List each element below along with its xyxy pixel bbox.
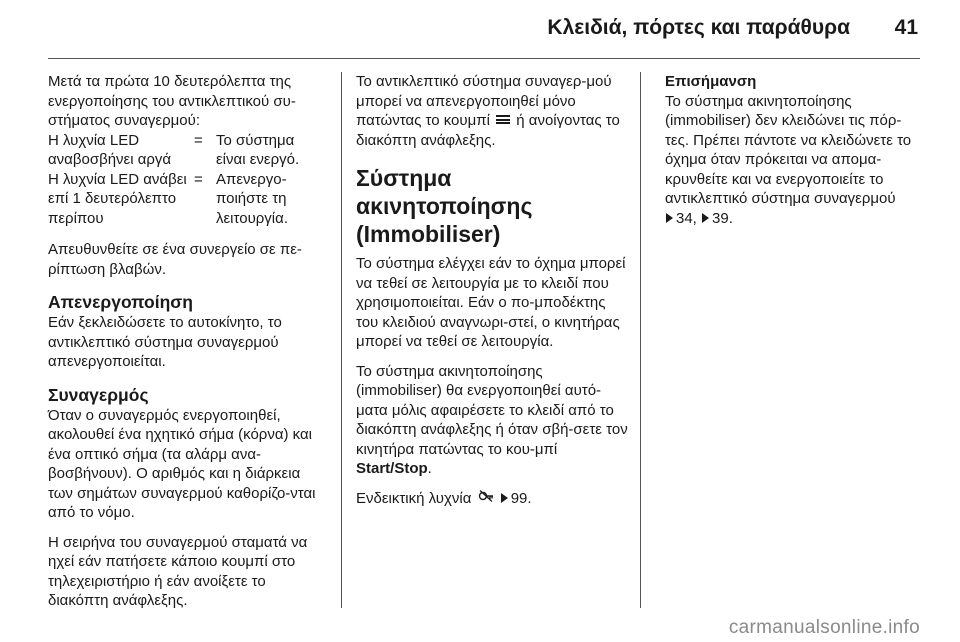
alarm-deactivation-paragraph (356, 72, 628, 150)
column-divider (640, 72, 641, 608)
reference-arrow-icon (702, 213, 709, 223)
immobiliser-paragraph-1: Το σύστημα ελέγχει εάν το όχημα μπορεί να τεθεί σε λειτουργία με το κλειδί που χρησιμοποιείται. Εάν ο πο-μποδέκτης του κλειδιού αναγνωρι-στεί, ο κινητήρας μπορεί να τεθεί σε λειτουργία. (356, 255, 626, 350)
led-meaning: Απενεργο-ποιήστε τη λειτουργία. (216, 170, 288, 227)
workshop-paragraph: Απευθυνθείτε σε ένα συνεργείο σε πε-ρίπτωση βλαβών. (48, 241, 302, 278)
led-row (48, 170, 328, 229)
alarm-paragraph: Όταν ο συναγερμός ενεργοποιηθεί, ακολουθεί ένα ηχητικό σήμα (κόρνα) και ένα οπτικό σήμα (τα αλάρμ ανα-βοσβήνουν). Ο αριθμός και η διάρκεια των σημάτων συναγερμού καθορίζο-νται από το νόμο. (48, 406, 316, 521)
deactivation-heading: Απενεργοποίηση (48, 292, 193, 312)
deactivation-paragraph: Εάν ξεκλειδώσετε το αυτοκίνητο, το αντικλεπτικό σύστημα συναγερμού απενεργοποιείται. (48, 314, 282, 370)
indicator-paragraph (356, 489, 628, 509)
page-reference-link[interactable]: 99. (510, 489, 532, 507)
watermark: carmanualsonline.info (728, 617, 920, 638)
page-reference-link[interactable]: 39. (712, 209, 733, 227)
text-segment: . (427, 460, 432, 477)
intro-paragraph: Μετά τα πρώτα 10 δευτερόλεπτα της ενεργοποίησης του αντικλεπτικού συ-στήματος συναγερμού: (48, 73, 296, 129)
equals-sign: = (194, 170, 203, 188)
led-row (48, 131, 328, 170)
lock-button-icon (496, 115, 510, 124)
text-segment: Το σύστημα ακινητοποίησης (immobiliser) θα ενεργοποιηθεί αυτό-ματα μόλις αφαιρέσετε το κλειδί από το διακόπτη ανάφλεξης ή όταν σβή-σετε τον κινητήρα πατώντας το κου-μπί (356, 362, 628, 458)
siren-paragraph: Η σειρήνα του συναγερμού σταματά να ηχεί εάν πατήσετε κάποιο κουμπί στο τηλεχειριστήριο ή εάν ανοίξετε το διακόπτη ανάφλεξης. (48, 533, 308, 609)
text-segment: Το σύστημα ακινητοποίησης (immobiliser) δεν κλειδώνει τις πόρ-τες. Πρέπει πάντοτε να κλειδώνετε το όχημα όταν πρόκειται να απομα-κρυνθείτε και να ενεργοποιείτε το αντικλεπτικό σύστημα συναγερμού (665, 92, 912, 207)
page-reference-link[interactable]: 34, (676, 209, 697, 227)
immobiliser-lamp-icon (478, 489, 494, 509)
text-segment: ή ανοίγοντας το διακόπτη ανάφλεξης. (356, 112, 620, 149)
immobiliser-heading: Σύστημα ακινητοποίησης (Immobiliser) (356, 165, 533, 247)
led-meaning: Το σύστημα είναι ενεργό. (216, 131, 300, 168)
column-divider (341, 72, 342, 608)
column-right (665, 72, 923, 238)
text-segment: Ενδεικτική λυχνία (356, 489, 472, 507)
notice-paragraph (665, 92, 923, 229)
reference-arrow-icon (666, 213, 673, 223)
led-status-table (48, 131, 328, 229)
page-number: 41 (894, 16, 918, 39)
column-left (48, 72, 328, 621)
led-condition: Η λυχνία LED ανάβει επί 1 δευτερόλεπτο περίπου (48, 170, 187, 227)
page-header (0, 0, 960, 60)
text-segment: Το αντικλεπτικό σύστημα συναγερ-μού μπορεί να απενεργοποιηθεί μόνο πατώντας το κουμπί (356, 73, 612, 129)
reference-arrow-icon (501, 493, 508, 503)
page-title: Κλειδιά, πόρτες και παράθυρα (547, 16, 850, 39)
notice-heading: Επισήμανση (665, 73, 757, 90)
alarm-heading: Συναγερμός (48, 384, 149, 405)
column-middle (356, 72, 628, 518)
immobiliser-paragraph-2 (356, 362, 628, 479)
header-divider (48, 58, 920, 59)
start-stop-label: Start/Stop (356, 460, 428, 477)
equals-sign: = (194, 131, 203, 149)
led-condition: Η λυχνία LED αναβοσβήνει αργά (48, 131, 172, 168)
